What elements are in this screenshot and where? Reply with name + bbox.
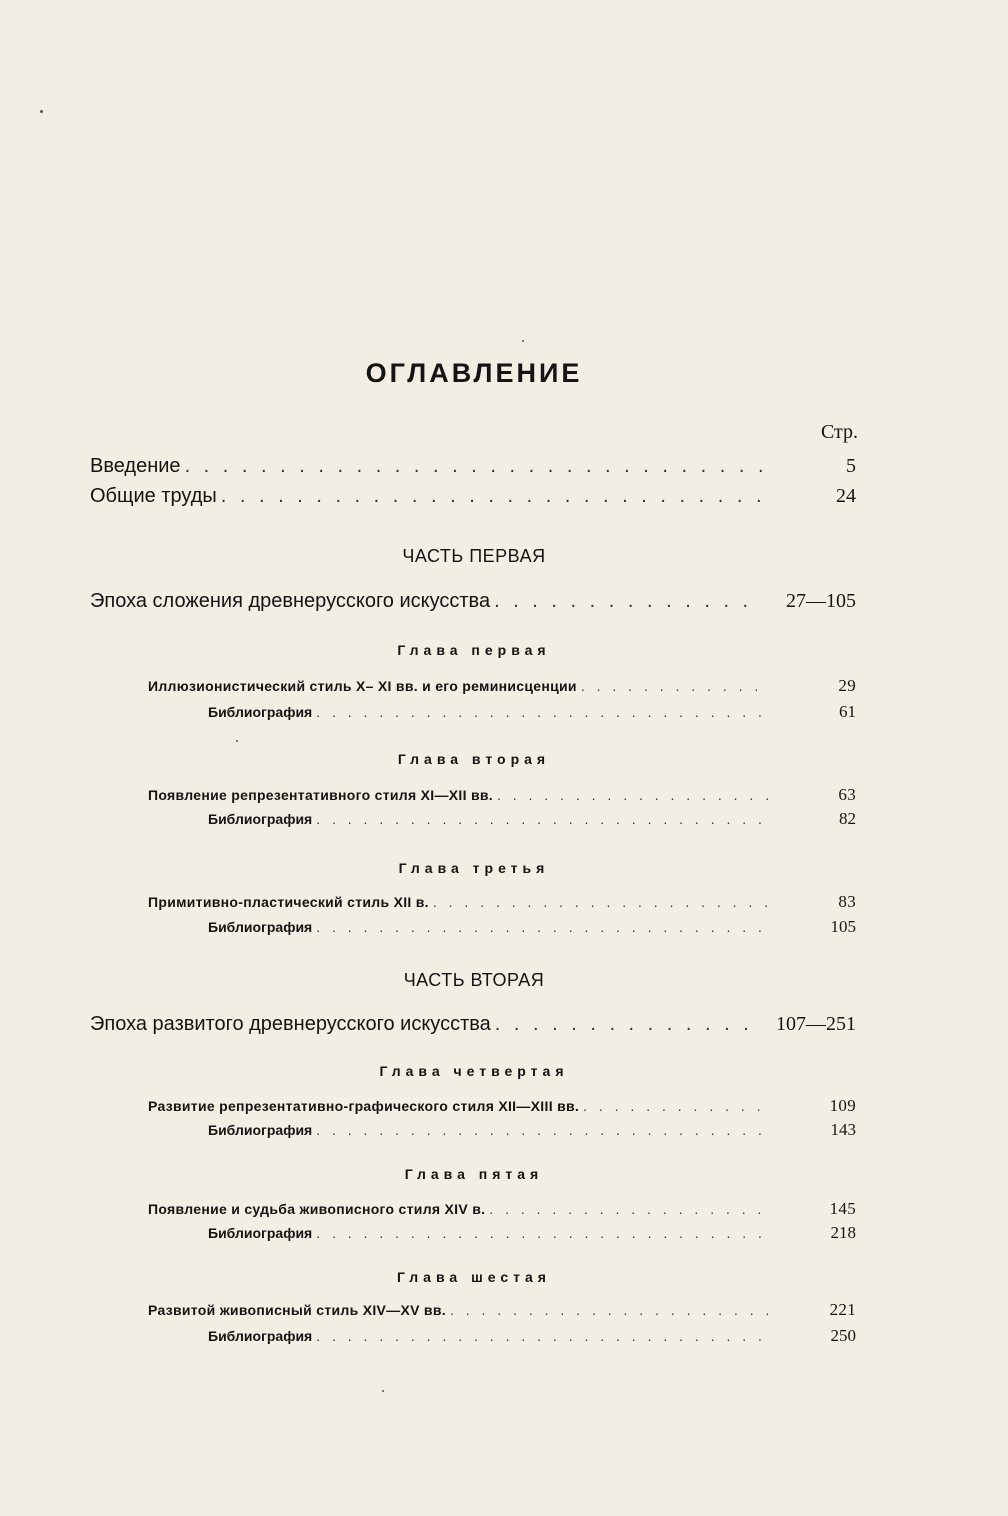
leader-dots — [495, 1013, 748, 1036]
entry-page: 221 — [829, 1300, 856, 1319]
entry-page: 143 — [830, 1120, 856, 1139]
entry-label: Развитие репрезентативно-графического стиля XII—XIII вв. — [148, 1098, 580, 1114]
leader-dots — [221, 485, 766, 508]
entry-page: 61 — [839, 702, 856, 721]
chapter-2-label: Глава вторая — [397, 751, 551, 767]
entry-label: Эпоха развитого древнерусского искусства — [90, 1013, 491, 1035]
entry-page: 5 — [846, 455, 856, 477]
print-speck — [522, 340, 524, 342]
entry-label: Эпоха сложения древнерусского искусства — [90, 590, 491, 612]
print-speck — [382, 1390, 384, 1392]
leader-dots — [494, 590, 748, 613]
toc-entry-chapter-5[interactable] — [148, 1199, 856, 1219]
print-speck — [236, 740, 238, 742]
entry-label: Библиография — [208, 1225, 313, 1241]
print-speck — [40, 110, 43, 113]
chapter-4-label: Глава четвертая — [379, 1063, 569, 1079]
toc-entry-chapter-1-bibliography[interactable] — [208, 702, 856, 722]
leader-dots — [581, 678, 768, 694]
leader-dots — [316, 704, 768, 720]
toc-entry-chapter-5-bibliography[interactable] — [208, 1223, 856, 1243]
leader-dots — [489, 1201, 768, 1217]
toc-entry-part-two[interactable] — [90, 1013, 856, 1036]
entry-label: Библиография — [208, 919, 313, 935]
entry-page: 107—251 — [776, 1013, 856, 1035]
entry-label: Появление репрезентативного стиля XI—XII вв. — [148, 787, 493, 803]
entry-label: Библиография — [208, 1122, 313, 1138]
entry-label: Появление и судьба живописного стиля XIV в. — [148, 1201, 486, 1217]
toc-entry-chapter-6[interactable] — [148, 1300, 856, 1320]
entry-page: 83 — [838, 892, 856, 911]
leader-dots — [316, 811, 768, 827]
toc-entry-part-one[interactable] — [90, 590, 856, 613]
entry-label: Введение — [90, 455, 181, 477]
chapter-5-label: Глава пятая — [404, 1166, 544, 1182]
toc-entry-chapter-4-bibliography[interactable] — [208, 1120, 856, 1140]
entry-label: Общие труды — [90, 485, 217, 507]
entry-label: Развитой живописный стиль XIV—XV вв. — [148, 1302, 446, 1318]
toc-entry-chapter-1[interactable] — [148, 676, 856, 696]
chapter-6-label: Глава шестая — [397, 1269, 551, 1285]
leader-dots — [316, 1328, 768, 1344]
entry-page: 145 — [829, 1199, 856, 1218]
leader-dots — [185, 455, 766, 478]
page-column-label: Стр. — [820, 421, 858, 443]
toc-entry-chapter-3[interactable] — [148, 892, 856, 912]
entry-label: Иллюзионистический стиль X– XI вв. и его реминисценции — [148, 678, 577, 694]
entry-page: 105 — [830, 917, 856, 936]
entry-label: Библиография — [208, 704, 313, 720]
entry-label: Примитивно-пластический стиль XII в. — [148, 894, 429, 910]
leader-dots — [316, 1225, 768, 1241]
entry-page: 82 — [839, 809, 856, 828]
entry-page: 63 — [838, 785, 856, 804]
leader-dots — [316, 919, 768, 935]
entry-page: 218 — [830, 1223, 856, 1242]
toc-entry-chapter-2-bibliography[interactable] — [208, 809, 856, 829]
leader-dots — [450, 1302, 768, 1318]
chapter-1-label: Глава первая — [397, 642, 551, 658]
entry-page: 29 — [838, 676, 856, 695]
page-title: ОГЛАВЛЕНИЕ — [365, 358, 583, 388]
leader-dots — [433, 894, 768, 910]
entry-page: 24 — [836, 485, 856, 507]
toc-entry-introduction[interactable] — [90, 455, 856, 478]
part-two-label: ЧАСТЬ ВТОРАЯ — [403, 970, 545, 990]
entry-label: Библиография — [208, 811, 313, 827]
toc-entry-chapter-3-bibliography[interactable] — [208, 917, 856, 937]
toc-entry-general-works[interactable] — [90, 485, 856, 508]
toc-entry-chapter-6-bibliography[interactable] — [208, 1326, 856, 1346]
chapter-3-label: Глава третья — [398, 860, 550, 876]
leader-dots — [583, 1098, 768, 1114]
leader-dots — [497, 787, 768, 803]
entry-label: Библиография — [208, 1328, 313, 1344]
toc-entry-chapter-2[interactable] — [148, 785, 856, 805]
entry-page: 250 — [830, 1326, 856, 1345]
entry-page: 109 — [829, 1096, 856, 1115]
part-one-label: ЧАСТЬ ПЕРВАЯ — [402, 546, 546, 566]
leader-dots — [316, 1122, 768, 1138]
entry-page: 27—105 — [786, 590, 856, 612]
toc-entry-chapter-4[interactable] — [148, 1096, 856, 1116]
